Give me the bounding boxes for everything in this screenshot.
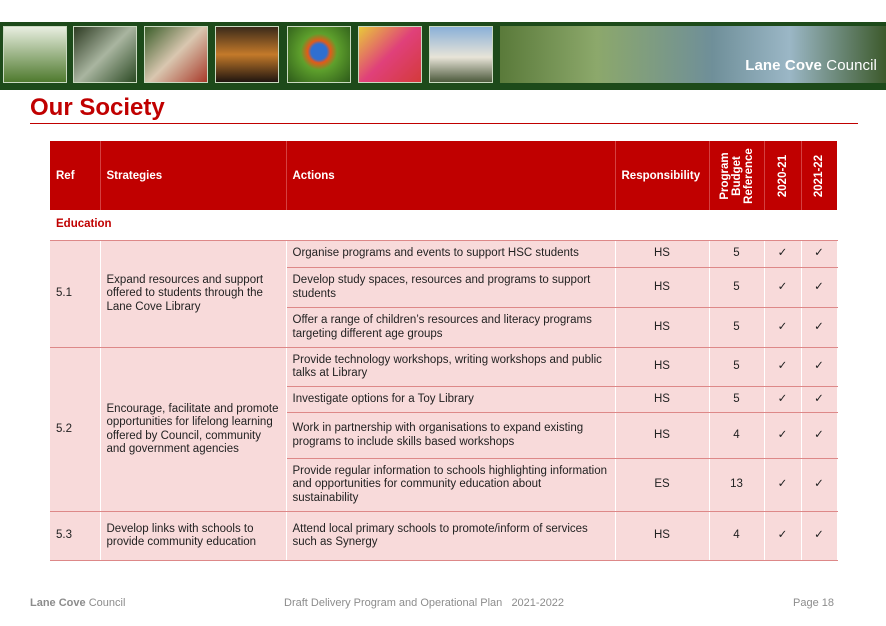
budget-cell: 5 (709, 387, 764, 413)
responsibility-cell: HS (615, 512, 709, 561)
responsibility-cell: HS (615, 387, 709, 413)
action-cell: Work in partnership with organisations to expand existing programs to include skills based workshops (286, 413, 615, 459)
brand-name: Lane Cove (745, 57, 822, 74)
table-header-row (50, 141, 837, 210)
col-header-2020-21 (764, 141, 801, 210)
photo-tile-building (429, 26, 493, 83)
footer-org (30, 597, 125, 609)
check-2021-22: ✓ (801, 348, 837, 387)
col-header-strategies: Strategies (100, 141, 286, 210)
header-banner (0, 22, 886, 90)
col-header-responsibility: Responsibility (615, 141, 709, 210)
footer-org-bold: Lane Cove (30, 597, 86, 609)
action-cell: Investigate options for a Toy Library (286, 387, 615, 413)
action-cell: Organise programs and events to support HSC students (286, 241, 615, 268)
ref-cell: 5.3 (50, 512, 100, 561)
responsibility-cell: HS (615, 268, 709, 308)
section-row (50, 210, 837, 241)
ref-cell: 5.1 (50, 241, 100, 348)
table-row (50, 512, 837, 561)
photo-tile-performer (358, 26, 422, 83)
photo-tile-lorikeet (287, 26, 351, 83)
photo-tile-dancers (144, 26, 208, 83)
budget-cell: 4 (709, 413, 764, 459)
table-row (50, 241, 837, 268)
check-2020-21: ✓ (764, 512, 801, 561)
photo-strip-panorama (500, 26, 886, 83)
title-divider (30, 123, 858, 124)
action-cell: Provide technology workshops, writing workshops and public talks at Library (286, 348, 615, 387)
budget-cell: 5 (709, 241, 764, 268)
check-2020-21: ✓ (764, 241, 801, 268)
check-2020-21: ✓ (764, 308, 801, 348)
ref-cell: 5.2 (50, 348, 100, 512)
strategy-cell: Develop links with schools to provide community education (100, 512, 286, 561)
col-header-ref: Ref (50, 141, 100, 210)
check-2020-21: ✓ (764, 459, 801, 512)
responsibility-cell: HS (615, 413, 709, 459)
check-2020-21: ✓ (764, 268, 801, 308)
strategy-cell: Expand resources and support offered to students through the Lane Cove Library (100, 241, 286, 348)
responsibility-cell: HS (615, 348, 709, 387)
plan-table (50, 141, 838, 561)
year1-label: 2020-21 (776, 154, 789, 197)
footer-years: 2021-2022 (511, 597, 565, 609)
responsibility-cell: ES (615, 459, 709, 512)
check-2021-22: ✓ (801, 413, 837, 459)
responsibility-cell: HS (615, 241, 709, 268)
photo-tile-street-night (215, 26, 279, 83)
col-header-actions: Actions (286, 141, 615, 210)
year2-label: 2021-22 (813, 154, 826, 197)
budget-cell: 5 (709, 308, 764, 348)
action-cell: Provide regular information to schools highlighting information and opportunities for community education about sustainability (286, 459, 615, 512)
footer-page-number: Page 18 (793, 597, 834, 609)
check-2021-22: ✓ (801, 268, 837, 308)
budget-cell: 13 (709, 459, 764, 512)
budget-cell: 5 (709, 348, 764, 387)
col-header-program-budget (709, 141, 764, 210)
action-cell: Offer a range of children’s resources and literacy programs targeting different age groups (286, 308, 615, 348)
section-heading: Education (50, 210, 837, 241)
responsibility-cell: HS (615, 308, 709, 348)
col-header-2021-22 (801, 141, 837, 210)
check-2021-22: ✓ (801, 459, 837, 512)
brand-logo (745, 57, 877, 74)
footer-doc-name: Draft Delivery Program and Operational Plan (284, 597, 503, 609)
photo-tile-waterfall (73, 26, 137, 83)
check-2020-21: ✓ (764, 413, 801, 459)
check-2020-21: ✓ (764, 387, 801, 413)
action-cell: Attend local primary schools to promote/inform of services such as Synergy (286, 512, 615, 561)
budget-cell: 4 (709, 512, 764, 561)
action-cell: Develop study spaces, resources and programs to support students (286, 268, 615, 308)
check-2021-22: ✓ (801, 512, 837, 561)
strategy-cell: Encourage, facilitate and promote opportunities for lifelong learning offered by Council, community and government agencies (100, 348, 286, 512)
program-budget-label: Program Budget Reference (718, 147, 755, 204)
page-title: Our Society (30, 94, 165, 121)
table-row (50, 348, 837, 387)
check-2021-22: ✓ (801, 308, 837, 348)
footer-doc-title (284, 597, 564, 609)
brand-suffix: Council (826, 57, 877, 74)
footer-org-light: Council (88, 597, 126, 609)
check-2020-21: ✓ (764, 348, 801, 387)
photo-tile-park (3, 26, 67, 83)
check-2021-22: ✓ (801, 241, 837, 268)
check-2021-22: ✓ (801, 387, 837, 413)
budget-cell: 5 (709, 268, 764, 308)
